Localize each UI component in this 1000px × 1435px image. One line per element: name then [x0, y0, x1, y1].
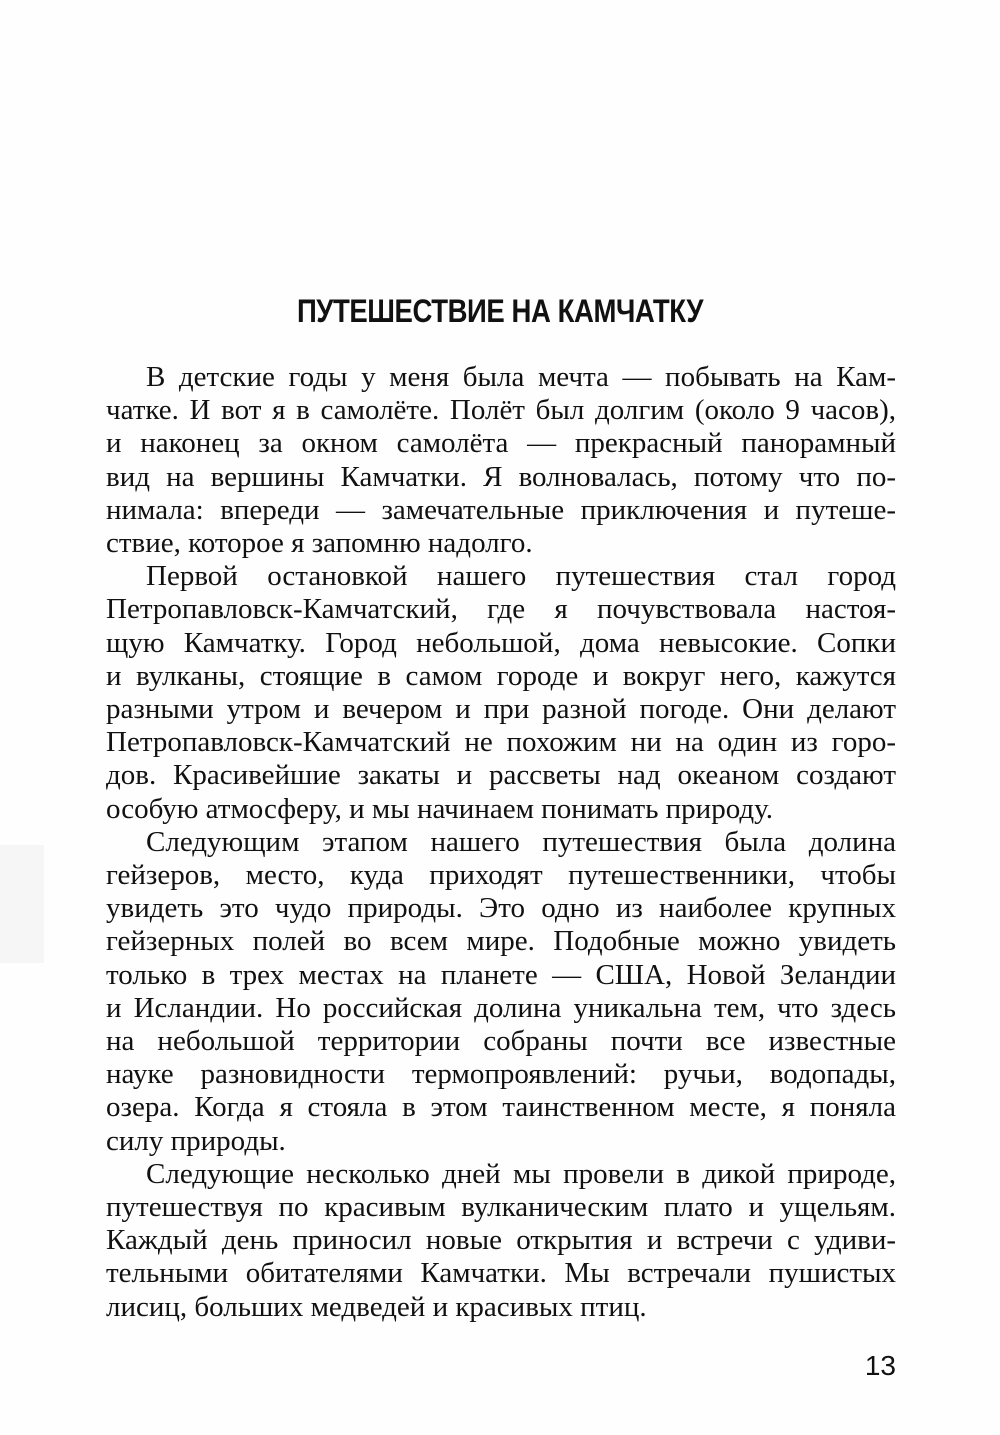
text-line: и вулканы, стоящие в самом городе и вокруг него, кажутся: [106, 659, 896, 692]
text-line: особую атмосферу, и мы начинаем понимать природу.: [106, 792, 773, 825]
paragraph-4: [106, 1158, 896, 1324]
text-line: вид на вершины Камчатки. Я волновалась, потому что по-: [106, 460, 896, 493]
text-line: Петропавловск-Камчатский, где я почувствовала настоя-: [106, 593, 896, 626]
text-line: и наконец за окном самолёта — прекрасный панорамный: [106, 427, 896, 460]
text-line: дов. Красивейшие закаты и рассветы над океаном создают: [106, 759, 896, 792]
text-line: нимала: впереди — замечательные приключения и путеше-: [106, 493, 896, 526]
paragraph-1: [106, 361, 896, 560]
paragraph-2: [106, 560, 896, 826]
text-line: тельными обитателями Камчатки. Мы встречали пушистых: [106, 1257, 896, 1290]
text-line: озера. Когда я стояла в этом таинственном месте, я поняла: [106, 1091, 896, 1124]
scan-edge-shadow: [0, 845, 44, 963]
paragraph-3: [106, 826, 896, 1158]
text-line: науке разновидности термопроявлений: ручьи, водопады,: [106, 1058, 896, 1091]
text-line: Каждый день приносил новые открытия и встречи с удиви-: [106, 1224, 896, 1257]
text-line: на небольшой территории собраны почти все известные: [106, 1025, 896, 1058]
text-line: Первой остановкой нашего путешествия стал город: [146, 560, 896, 593]
text-line: щую Камчатку. Город небольшой, дома невысокие. Сопки: [106, 626, 896, 659]
text-line: чатке. И вот я в самолёте. Полёт был долгим (около 9 часов),: [106, 394, 896, 427]
chapter-body: [106, 361, 896, 1324]
text-line: увидеть это чудо природы. Это одно из наиболее крупных: [106, 892, 896, 925]
text-line: Следующим этапом нашего путешествия была долина: [146, 825, 896, 858]
text-line: разными утром и вечером и при разной погоде. Они делают: [106, 693, 896, 726]
text-line: лисиц, больших медведей и красивых птиц.: [106, 1290, 647, 1323]
text-line: Петропавловск-Камчатский не похожим ни на один из горо-: [106, 726, 896, 759]
text-line: ствие, которое я запомню надолго.: [106, 527, 533, 560]
text-line: Следующие несколько дней мы провели в дикой природе,: [146, 1157, 896, 1190]
text-line: гейзерных полей во всем мире. Подобные можно увидеть: [106, 925, 896, 958]
text-line: В детские годы у меня была мечта — побывать на Кам-: [146, 361, 896, 393]
chapter-title: ПУТЕШЕСТВИЕ НА КАМЧАТКУ: [296, 293, 704, 329]
text-line: путешествуя по красивым вулканическим плато и ущельям.: [106, 1191, 896, 1224]
text-line: гейзеров, место, куда приходят путешественники, чтобы: [106, 859, 896, 892]
text-line: силу природы.: [106, 1124, 286, 1157]
text-line: только в трех местах на планете — США, Новой Зеландии: [106, 958, 896, 991]
text-line: и Исландии. Но российская долина уникальна тем, что здесь: [106, 991, 896, 1024]
page-number: 13: [864, 1350, 896, 1381]
